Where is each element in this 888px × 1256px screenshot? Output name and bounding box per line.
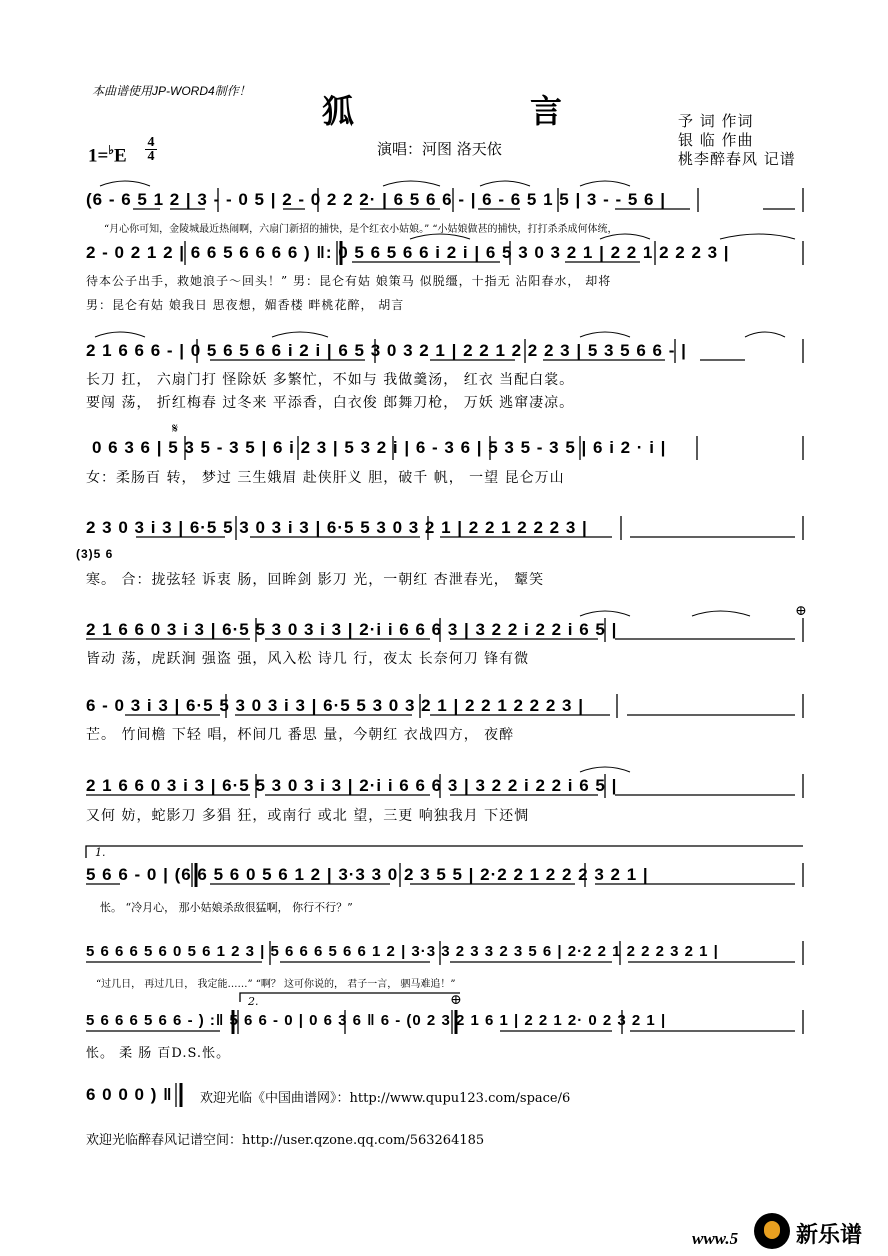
key-note: E: [114, 145, 127, 167]
watermark-brand: 新乐谱: [796, 1223, 863, 1248]
row-3-lyrics-1: 长刀 扛， 六扇门打 怪除妖 多繁忙，不如与 我做羹汤， 红衣 当配白裳。: [86, 372, 575, 388]
row-7-notes: 6 - 0 3 i 3 | 6·5 5 3 0 3 i 3 | 6·5 5 3 0 3 2 1 | 2 2 1 2 2 2 3 |: [86, 696, 584, 715]
row-10-lyrics: “过几日， 再过几日， 我定能……” “啊？ 这可你说的， 君子一言， 驷马难追！”: [96, 979, 456, 990]
row-8-lyrics: 又何 妨，蛇影刀 多猖 狂，或南行 或北 望，三更 响独我月 下还惆: [86, 808, 530, 824]
row-6-notes: 2 1 6 6 0 3 i 3 | 6·5 5 3 0 3 i 3 | 2·i i 6 6 6 3 | 3 2 2 i 2 2 i 6 5 |: [86, 620, 618, 639]
volta-1: 1.: [95, 846, 106, 859]
row-1-lyrics: “月心你可知，金陵城最近热闹啊，六扇门新招的捕快，是个红衣小姑娘。” “小姑娘做甚的捕快，打打杀杀成何体统，: [104, 224, 618, 235]
row-5-notes: 2 3 0 3 i 3 | 6·5 5 3 0 3 i 3 | 6·5 5 3 0 3 2 1 | 2 2 1 2 2 2 3 |: [86, 518, 588, 537]
coda-sign-2: ⊕: [450, 992, 462, 1008]
row-8-notes: 2 1 6 6 0 3 i 3 | 6·5 5 3 0 3 i 3 | 2·i i 6 6 6 3 | 3 2 2 i 2 2 i 6 5 |: [86, 776, 618, 795]
row-5-lyrics: 寒。 合：拢弦轻 诉衷 肠，回眸剑 影刀 光，一朝红 杏泄春光， 颦笑: [86, 572, 545, 588]
transcriber: 桃李醉春风 记谱: [678, 150, 796, 168]
time-top: 4: [147, 135, 155, 150]
row-6-lyrics: 皆动 荡，虎跃涧 强盗 强，风入松 诗几 行，夜太 长奈何刀 锋有微: [86, 651, 530, 667]
row-12-notes: 6 0 0 0 ) ‖: [86, 1085, 173, 1104]
composer: 银 临 作曲: [678, 131, 754, 149]
space-text: 欢迎光临醉春风记谱空间：http://user.qzone.qq.com/563264185: [86, 1133, 485, 1148]
row-10-notes: 5 6 6 6 5 6 0 5 6 1 2 3 | 5 6 6 6 5 6 6 1 2 | 3·3 3 2 3 3 2 3 5 6 | 2·2 2 1 2 2 2 3 2 1 |: [86, 943, 719, 960]
row-3-notes: 2 1 6 6 6 - | 0 5 6 5 6 6 i 2 i | 6 5 3 0 3 2 1 | 2 2 1 2 2 2 3 | 5 3 5 6 6 - |: [86, 341, 687, 360]
title-part2: 言: [530, 92, 567, 130]
row-11-notes: 5 6 6 6 5 6 6 - ) :‖ 5 6 6 - 0 | 0 6 3 6 ‖ 6 - (0 2 3 2 1 6 1 | 2 2 1 2· 0 2 3 2 1 |: [86, 1012, 667, 1029]
key-prefix: 1=: [88, 145, 109, 167]
row-2-notes: 2 - 0 2 1 2 | 6 6 5 6 6 6 6 ) ‖: 0 5 6 5 6 6 i 2 i | 6 5 3 0 3 2 1 | 2 2 1 2 2 2 3 |: [86, 243, 730, 262]
row-11-lyrics: 怅。 柔 肠 百D.S.怅。: [86, 1046, 231, 1061]
time-bottom: 4: [145, 149, 157, 163]
coda-sign: ⊕: [795, 603, 807, 619]
watermark-url: www.5: [692, 1229, 739, 1248]
segno-sign: 𝄋: [172, 421, 179, 437]
row-4-lyrics: 女：柔肠百 转， 梦过 三生娥眉 赴侠肝义 胆，破千 帆， 一望 昆仑万山: [86, 470, 565, 486]
flat-sign: ♭: [108, 143, 114, 157]
row-4-notes: 0 6 3 6 | 5 3 5 - 3 5 | 6 i 2 3 | 5 3 2 i | 6 - 3 6 | 5 3 5 - 3 5 | 6 i 2 · i |: [92, 438, 667, 457]
row-5-alt-notes: (3)5 6: [76, 547, 114, 561]
row-1-notes: (6 - 6 5 1 2 | 3 - - 0 5 | 2 - 0 2 2 2· | 6 5 6 6 - | 6 - 6 5 1 5 | 3 - - 5 6 |: [86, 190, 666, 209]
row-9-lyrics: 怅。 “冷月心， 那小姑娘杀敌很猛啊， 你行不行？”: [100, 901, 353, 914]
row-2-lyrics-2: 男：昆仑有姑 娘我日 思夜想，媚香楼 畔桃花醉， 胡言: [86, 298, 405, 312]
row-2-lyrics-1: 待本公子出手，救她浪子～回头！” 男：昆仑有姑 娘策马 似脱缰，十指无 沾阳春水， 却将: [86, 274, 612, 288]
title-part1: 狐: [322, 92, 359, 130]
welcome-text: 欢迎光临《中国曲谱网》：http://www.qupu123.com/space/6: [200, 1091, 571, 1106]
row-3-lyrics-2: 要闯 荡， 折红梅春 过冬来 平添香，白衣俊 郎舞刀枪， 万妖 逃窜凄凉。: [86, 395, 575, 411]
lyricist: 予 词 作词: [678, 112, 754, 130]
row-9-notes: 5 6 6 - 0 | (6 6 5 6 0 5 6 1 2 | 3·3 3 0 2 3 5 5 | 2·2 2 1 2 2 2 3 2 1 |: [86, 865, 649, 884]
singer: 演唱：河图 洛天依: [377, 140, 502, 158]
software-note: 本曲谱使用JP-WORD4制作！: [92, 84, 251, 98]
volta-2: 2.: [248, 995, 259, 1008]
row-7-lyrics: 芒。 竹间檐 下轻 唱，杯间几 番思 量，今朝红 衣战四方， 夜醉: [86, 727, 515, 743]
